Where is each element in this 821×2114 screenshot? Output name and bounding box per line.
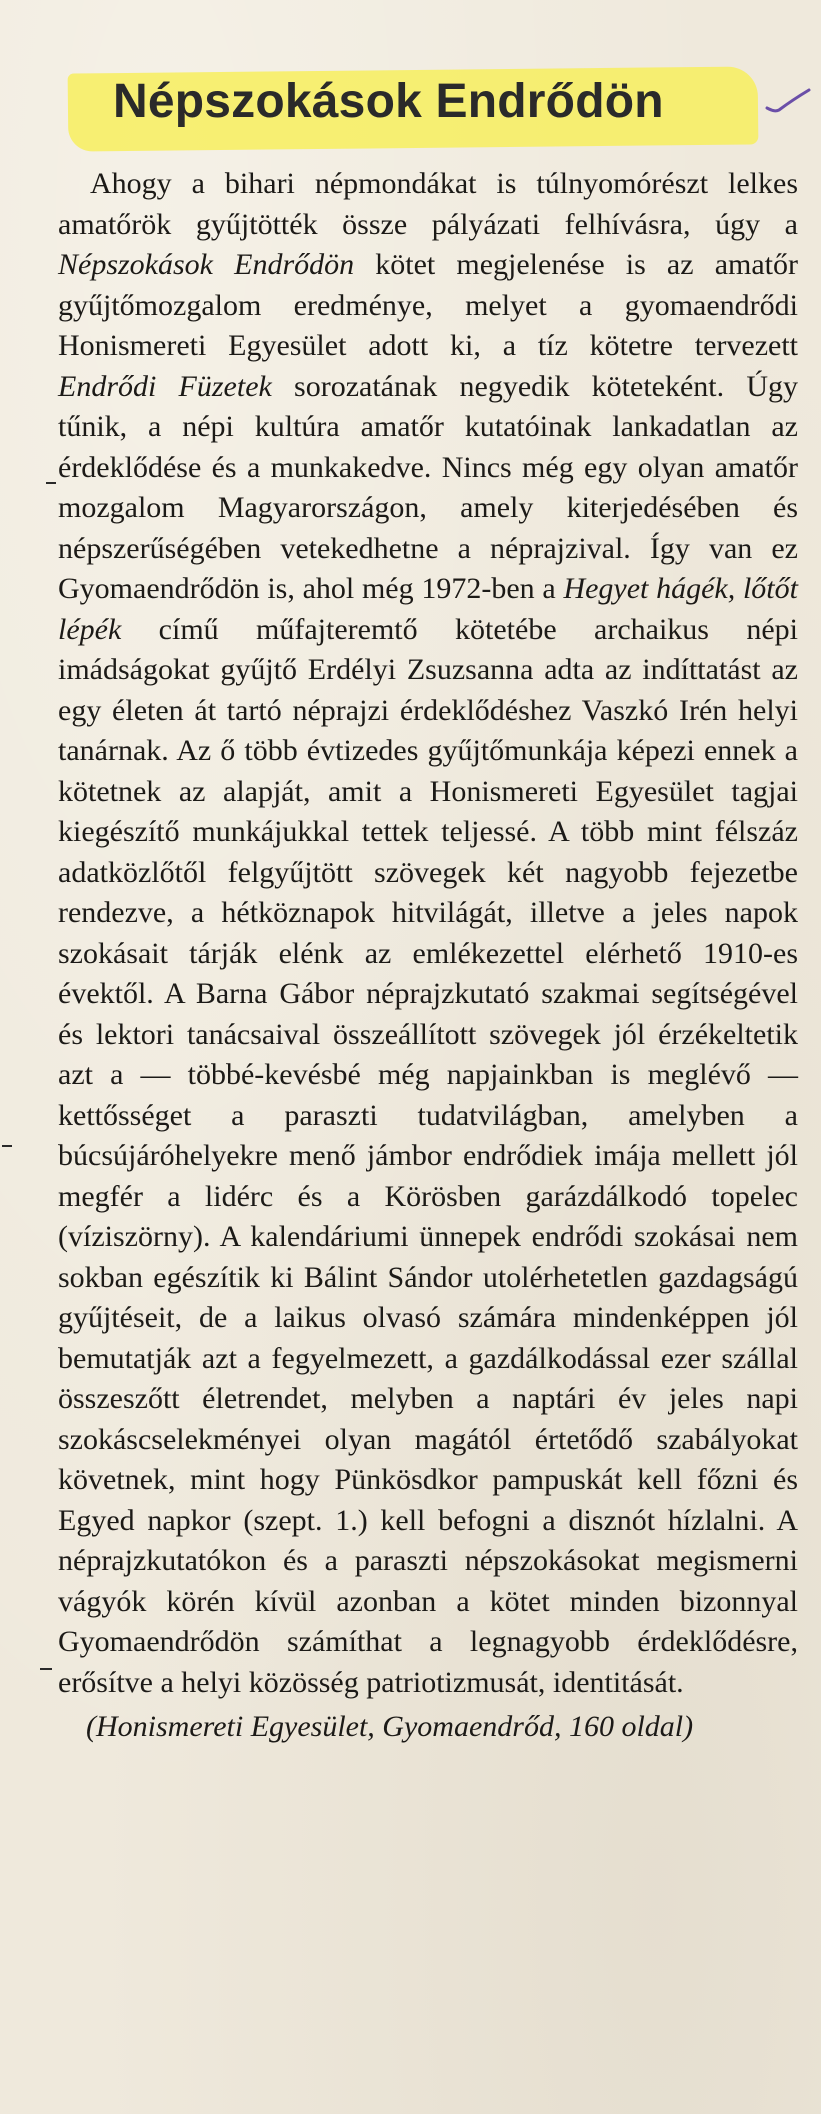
title-block	[68, 60, 758, 152]
body-text: kötet megjelenése is az amatőr gyűjtőmozgalom eredménye, melyet a gyomaendrődi Honismereti Egyesület adott ki, a tíz kötetre tervezett	[58, 248, 798, 362]
series-title: Endrődi Füzetek	[58, 369, 272, 403]
referenced-book-title: Hegyet hágék, lőtőt lépék	[58, 572, 798, 646]
margin-mark	[2, 1145, 12, 1147]
margin-mark	[40, 1668, 52, 1670]
article-paragraph	[58, 164, 798, 1703]
margin-mark	[46, 482, 56, 484]
body-text: sorozatának negyedik köteteként. Úgy tűnik, a népi kultúra amatőr kutatóinak lankadatlan az érdeklődése és a munkakedve. Nincs még egy olyan amatőr mozgalom Magyarországon, amely kiterjedésében és népszerűségében vetekedhetne a néprajzival. Így van ez Gyomaendrődön is, ahol még 1972-ben a	[58, 369, 798, 605]
body-text: Ahogy a bihari népmondákat is túlnyomórészt lelkes amatőrök gyűjtötték össze pályázati felhívásra, úgy a	[58, 167, 798, 241]
body-text: című műfajteremtő kötetébe archaikus népi imádságokat gyűjtő Erdélyi Zsuzsanna adta az indíttatást az egy életen át tartó néprajzi érdeklődéshez Vaszkó Irén helyi tanárnak. Az ő több évtizedes gyűjtőmunkája képezi ennek a kötetnek az alapját, amit a Honismereti Egyesület tagjai kiegészítő munkájukkal tettek teljessé. A több mint félszáz adatközlőtől felgyűjtött szövegek két nagyobb fejezetbe rendezve, a hétköznapok hitvilágát, illetve a jeles napok szokásait tárják elénk az emlékezettel elérhető 1910-es évektől. A Barna Gábor néprajzkutató szakmai segítségével és lektori tanácsaival összeállított szövegek jól érzékeltetik azt a — többé-kevésbé még napjainkban is meglévő — kettősséget a paraszti tudatvilágban, amelyben a búcsújáróhelyekre menő jámbor endrődiek imája mellett jól megfér a lidérc és a Körösben garázdálkodó topelec (víziszörny). A kalendáriumi ünnepek endrődi szokásai nem sokban egészítik ki Bálint Sándor utolérhetetlen gazdagságú gyűjtéseit, de a laikus olvasó számára mindenképpen jól bemutatják azt a fegyelmezett, a gazdálkodással ezer szállal összeszőtt életrendet, melyben a naptári év jeles napi szokáscselekményei olyan magától értetődő szabályokat követnek, mint hogy Pünkösdkor pampuskát kell főzni és Egyed napkor (szept. 1.) kell befogni a disznót hízlalni. A néprajzkutatókon és a paraszti népszokásokat megismerni vágyók körén kívül azonban a kötet minden bizonnyal Gyomaendrődön számíthat a legnagyobb érdeklődésre, erősítve a helyi közösség patriotizmusát, identitását.	[58, 612, 798, 1699]
publication-source: (Honismereti Egyesület, Gyomaendrőd, 160 oldal)	[86, 1710, 694, 1743]
book-title: Népszokások Endrődön	[58, 248, 355, 281]
article-body	[58, 164, 798, 1748]
handwritten-check-icon	[763, 88, 813, 128]
article-title: Népszokások Endrődön	[113, 75, 664, 128]
